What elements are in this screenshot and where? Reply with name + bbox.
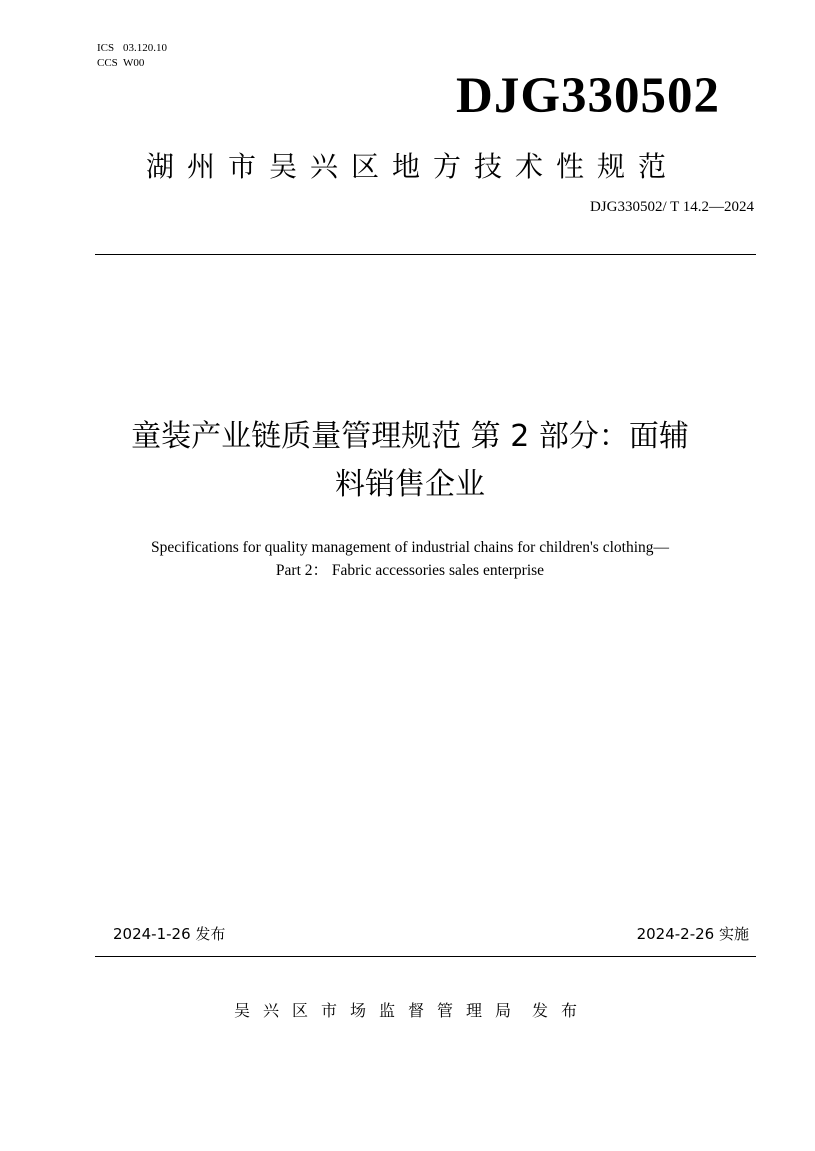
publisher <box>234 999 590 1023</box>
english-title-line-1: Specifications for quality management of industrial chains for children's clothing— <box>150 539 670 556</box>
classification-codes <box>97 41 167 71</box>
standard-code: DJG330502 <box>456 68 720 124</box>
issue-date: 2024-1-26 发布 <box>113 925 226 943</box>
ics-value: 03.120.10 <box>123 42 167 54</box>
chinese-title <box>60 413 760 509</box>
footer-divider <box>95 956 756 957</box>
document-type: 湖州市吴兴区地方技术性规范 <box>146 150 680 183</box>
ccs-code <box>97 56 167 71</box>
chinese-title-line-2: 料销售企业 <box>335 467 485 502</box>
chinese-title-line-1: 童装产业链质量管理规范 第 2 部分：面辅 <box>131 419 689 454</box>
english-title-line-2: Part 2： Fabric accessories sales enterprise <box>275 562 545 579</box>
ics-label: ICS <box>97 42 115 54</box>
english-title <box>60 536 760 582</box>
publisher-action: 发布 <box>532 1001 591 1020</box>
ccs-label: CCS <box>97 57 118 69</box>
document-number: DJG330502/ T 14.2—2024 <box>589 199 754 215</box>
header-divider <box>95 254 756 255</box>
ccs-value: W00 <box>123 57 145 69</box>
ics-code <box>97 41 167 56</box>
implementation-date: 2024-2-26 实施 <box>636 925 749 943</box>
publisher-organization: 吴兴区市场监督管理局 <box>234 1001 525 1020</box>
